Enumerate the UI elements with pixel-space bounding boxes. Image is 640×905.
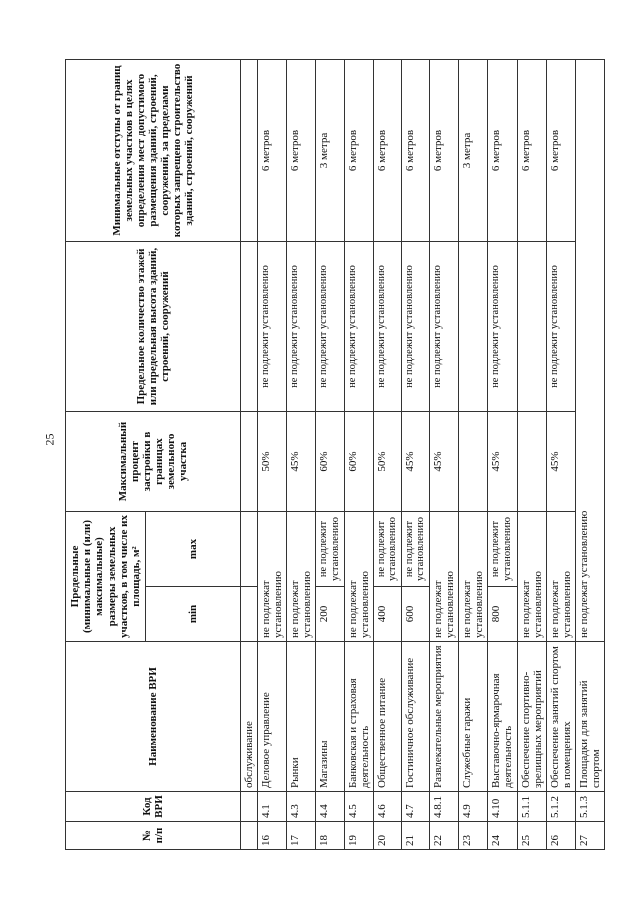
- row-name: Обеспечение занятий спортом в помещениях: [546, 642, 575, 792]
- row-num: 16: [258, 822, 287, 850]
- row-code: 4.3: [287, 792, 316, 822]
- header-setback: Минимальные отступы от границ земельных участков в целях определения мест допустимого размещения зданий, строений, сооружений, за пределами которых запрещено строительство зданий, строений, сооружений: [66, 60, 241, 242]
- row-size-min: 600: [401, 587, 429, 642]
- row-size: не подлежат установлению: [459, 512, 488, 642]
- table-row: [287, 60, 316, 850]
- row-coverage: 45%: [287, 412, 316, 512]
- row-floors: не подлежит установлению: [287, 242, 316, 412]
- row-setback: 6 метров: [258, 60, 287, 242]
- land-use-regulations-table: [65, 59, 605, 850]
- row-setback: 6 метров: [546, 60, 575, 242]
- row-floors: не подлежит установлению: [401, 242, 429, 412]
- row-size: не подлежат установлению: [429, 512, 458, 642]
- header-name: Наименование ВРИ: [66, 642, 241, 792]
- table-cell: [241, 242, 258, 412]
- row-num: 22: [429, 822, 458, 850]
- zoning-table-sheet: [65, 60, 602, 850]
- row-coverage: 50%: [373, 412, 401, 512]
- row-code: 4.5: [344, 792, 373, 822]
- row-floors: не подлежит установлению: [429, 242, 458, 412]
- page-number: 25: [42, 433, 57, 446]
- header-code: Код ВРИ: [66, 792, 241, 822]
- row-coverage: 45%: [401, 412, 429, 512]
- row-code: 4.1: [258, 792, 287, 822]
- row-setback: 6 метров: [344, 60, 373, 242]
- table-row: [517, 60, 546, 850]
- table-row: [488, 60, 517, 850]
- row-size-all: не подлежат установлению: [575, 60, 604, 642]
- row-size-max: не подлежит установлению: [488, 512, 517, 587]
- table-row: [575, 60, 604, 850]
- row-size: не подлежат установлению: [546, 512, 575, 642]
- row-name: Гостиничное обслуживание: [401, 642, 429, 792]
- row-size: не подлежат установлению: [258, 512, 287, 642]
- row-floors: не подлежит установлению: [258, 242, 287, 412]
- row-setback: 3 метра: [459, 60, 488, 242]
- row-num: 21: [401, 822, 429, 850]
- table-row: [459, 60, 488, 850]
- row-setback: 6 метров: [429, 60, 458, 242]
- row-name: Общественное питание: [373, 642, 401, 792]
- row-setback: 6 метров: [287, 60, 316, 242]
- row-floors: не подлежит установлению: [316, 242, 344, 412]
- table-row: [316, 60, 344, 850]
- row-name: Деловое управление: [258, 642, 287, 792]
- header-floors: Предельное количество этажей или предельная высота зданий, строений, сооружений: [66, 242, 241, 412]
- table-row: [344, 60, 373, 850]
- row-coverage: 45%: [546, 412, 575, 512]
- row-num: 19: [344, 822, 373, 850]
- header-size-min: min: [146, 587, 241, 642]
- row-name: Магазины: [316, 642, 344, 792]
- row-name: Рынки: [287, 642, 316, 792]
- continuation-text: обслуживание: [241, 642, 258, 792]
- row-code: 4.6: [373, 792, 401, 822]
- row-code: 5.1.2: [546, 792, 575, 822]
- row-name: Выставочно-ярмарочная деятельность: [488, 642, 517, 792]
- header-size-max: max: [146, 512, 241, 587]
- row-num: 25: [517, 822, 546, 850]
- row-setback: 6 метров: [401, 60, 429, 242]
- row-code: 4.8.1: [429, 792, 458, 822]
- row-size: не подлежат установлению: [287, 512, 316, 642]
- row-code: 4.9: [459, 792, 488, 822]
- table-row: [546, 60, 575, 850]
- table-row: [373, 60, 401, 850]
- row-size: не подлежат установлению: [344, 512, 373, 642]
- row-num: 24: [488, 822, 517, 850]
- row-code: 4.7: [401, 792, 429, 822]
- table-cell: [241, 512, 258, 587]
- table-cell: [241, 587, 258, 642]
- row-size-min: 800: [488, 587, 517, 642]
- table-cell: [241, 412, 258, 512]
- row-coverage: 45%: [429, 412, 458, 512]
- header-coverage: Максимальный процент застройки в границах земельного участка: [66, 412, 241, 512]
- table-cell: [517, 242, 546, 412]
- row-num: 17: [287, 822, 316, 850]
- row-name: Банковская и страховая деятельность: [344, 642, 373, 792]
- row-floors: не подлежит установлению: [344, 242, 373, 412]
- row-setback: 3 метра: [316, 60, 344, 242]
- row-setback: 6 метров: [488, 60, 517, 242]
- row-num: 27: [575, 822, 604, 850]
- row-floors: не подлежит установлению: [373, 242, 401, 412]
- row-num: 18: [316, 822, 344, 850]
- row-size-max: не подлежит установлению: [401, 512, 429, 587]
- table-cell: [459, 242, 488, 412]
- row-size-max: не подлежит установлению: [373, 512, 401, 587]
- row-code: 4.4: [316, 792, 344, 822]
- row-name: Обеспечение спортивно-зрелищных мероприятий: [517, 642, 546, 792]
- row-name: Служебные гаражи: [459, 642, 488, 792]
- header-num: № п/п: [66, 822, 241, 850]
- row-name: Развлекательные мероприятия: [429, 642, 458, 792]
- row-name: Площадки для занятий спортом: [575, 642, 604, 792]
- row-num: 20: [373, 822, 401, 850]
- table-row: [429, 60, 458, 850]
- row-size: не подлежат установлению: [517, 512, 546, 642]
- row-code: 5.1.3: [575, 792, 604, 822]
- row-size-max: не подлежит установлению: [316, 512, 344, 587]
- row-coverage: 60%: [344, 412, 373, 512]
- row-coverage: 60%: [316, 412, 344, 512]
- row-coverage: 45%: [488, 412, 517, 512]
- row-coverage: 50%: [258, 412, 287, 512]
- table-row: [258, 60, 287, 850]
- row-setback: 6 метров: [373, 60, 401, 242]
- table-cell: [459, 412, 488, 512]
- row-floors: не подлежит установлению: [488, 242, 517, 412]
- table-cell: [241, 792, 258, 822]
- row-size-min: 200: [316, 587, 344, 642]
- row-code: 5.1.1: [517, 792, 546, 822]
- row-floors: не подлежит установлению: [546, 242, 575, 412]
- row-num: 23: [459, 822, 488, 850]
- table-cell: [517, 412, 546, 512]
- row-num: 26: [546, 822, 575, 850]
- row-code: 4.10: [488, 792, 517, 822]
- row-size-min: 400: [373, 587, 401, 642]
- table-cell: [241, 822, 258, 850]
- table-cell: [241, 60, 258, 242]
- header-size-group: Предельные (минимальные и (или) максимальные) размеры земельных участков, в том числе их площадь, м²: [66, 512, 146, 642]
- table-row: [401, 60, 429, 850]
- row-setback: 6 метров: [517, 60, 546, 242]
